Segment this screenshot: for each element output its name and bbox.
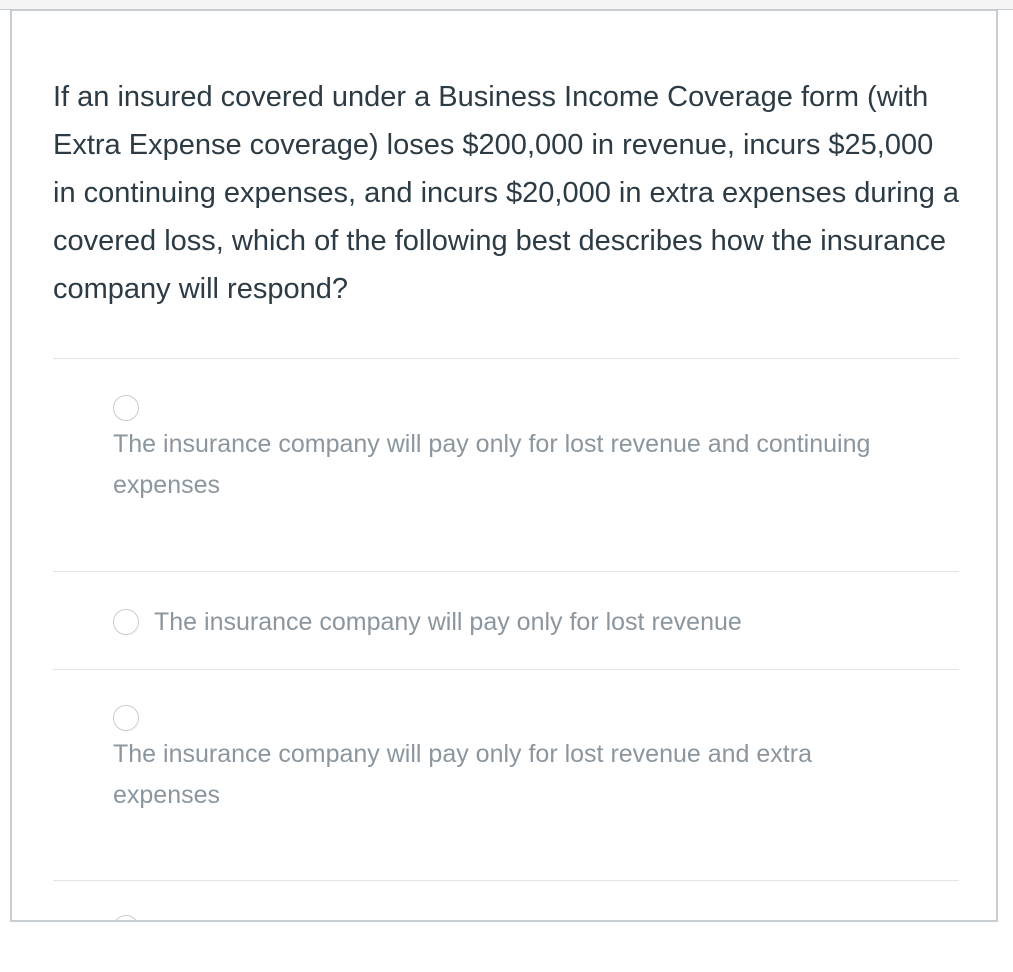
question-text: If an insured covered under a Business Income Coverage form (with Extra Expense coverage) loses $200,000 in revenue, incurs $25,000 in continuing expenses, and incurs $20,000 in extra expenses during a covered loss, which of the following best describes how the insurance company will respond? bbox=[53, 81, 960, 305]
answer-2-label: The insurance company will pay only for lost revenue bbox=[154, 608, 742, 636]
quiz-question-container bbox=[10, 10, 998, 922]
answer-divider-3 bbox=[53, 880, 959, 881]
answer-1-label: The insurance company will pay only for lost revenue and continuing expenses bbox=[113, 430, 871, 499]
answer-option-4[interactable] bbox=[12, 907, 996, 922]
answer-3-label: The insurance company will pay only for lost revenue and extra expenses bbox=[113, 740, 812, 809]
question-divider bbox=[53, 358, 959, 359]
answer-divider-1 bbox=[53, 571, 959, 572]
answer-option-3[interactable] bbox=[12, 701, 996, 881]
answer-1-radio[interactable] bbox=[113, 395, 139, 421]
answer-3-radio[interactable] bbox=[113, 705, 139, 731]
answer-divider-2 bbox=[53, 669, 959, 670]
answer-option-2[interactable] bbox=[12, 591, 996, 669]
window-top-strip bbox=[0, 0, 1013, 10]
answer-4-radio[interactable] bbox=[113, 915, 139, 922]
answer-option-1[interactable] bbox=[12, 391, 996, 571]
answer-2-radio[interactable] bbox=[113, 609, 139, 635]
